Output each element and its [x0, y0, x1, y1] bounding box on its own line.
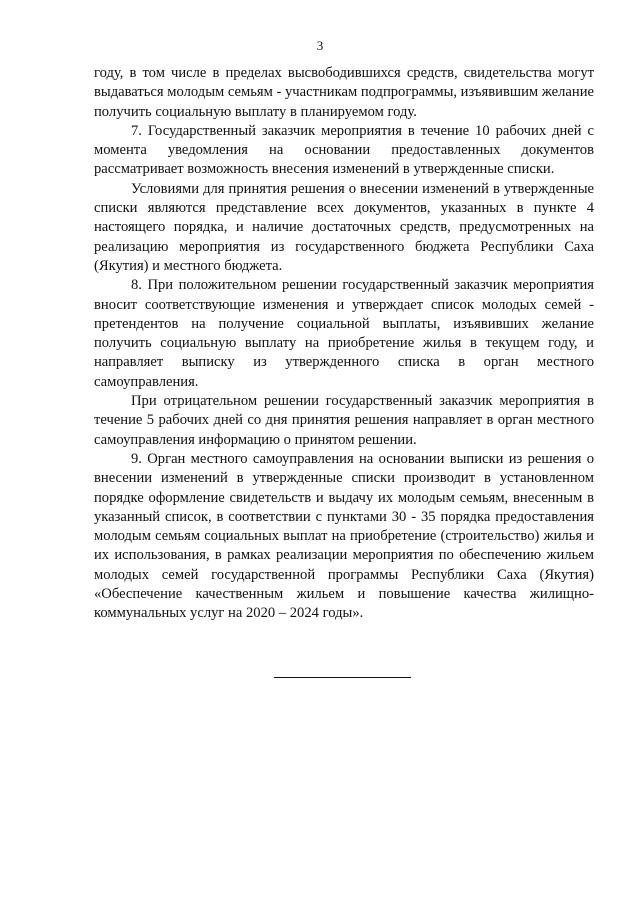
document-body	[94, 64, 594, 624]
paragraph-negative-decision: При отрицательном решении государственный заказчик мероприятия в течение 5 рабочих дней со дня принятия решения направляет в орган местного самоуправления информацию о принятом решении.	[94, 393, 594, 448]
paragraph-continuation: году, в том числе в пределах высвободившихся средств, свидетельства могут выдаваться молодым семьям - участникам подпрограммы, изъявившим желание получить социальную выплату в планируемом году.	[94, 65, 595, 120]
paragraph-item-8: 8. При положительном решении государственный заказчик мероприятия вносит соответствующие изменения и утверждает список молодых семей - претендентов на получение социальной выплаты, изъявивших желание получить социальную выплату на приобретение жилья в текущем году, и направляет выписку из утвержденного списка в орган местного самоуправления.	[94, 277, 594, 390]
paragraph-item-7: 7. Государственный заказчик мероприятия в течение 10 рабочих дней с момента уведомления на основании предоставленных документов рассматривает возможность внесения изменений в утвержденные списки.	[94, 122, 594, 178]
paragraph-conditions: Условиями для принятия решения о внесении изменений в утвержденные списки являются представление всех документов, указанных в пункте 4 настоящего порядка, и наличие достаточных средств, предусмотренных на реализацию мероприятия из государственного бюджета Республики Саха (Якутия) и местного бюджета.	[94, 180, 594, 274]
end-of-document-rule	[274, 677, 411, 678]
page-number: 3	[316, 38, 324, 53]
paragraph-item-9: 9. Орган местного самоуправления на основании выписки из решения о внесении изменений в утвержденные списки производит в установленном порядке оформление свидетельств и выдачу их молодым семьям, внесенным в указанный список, в соответствии с пунктами 30 - 35 порядка предоставления молодым семьям социальных выплат на приобретение (строительство) жилья и их использования, в рамках реализации мероприятия по обеспечению жильем молодых семей государственной программы Республики Саха (Якутия) «Обеспечение качественным жильем и повышение качества жилищно-коммунальных услуг на 2020 – 2024 годы».	[94, 450, 594, 622]
